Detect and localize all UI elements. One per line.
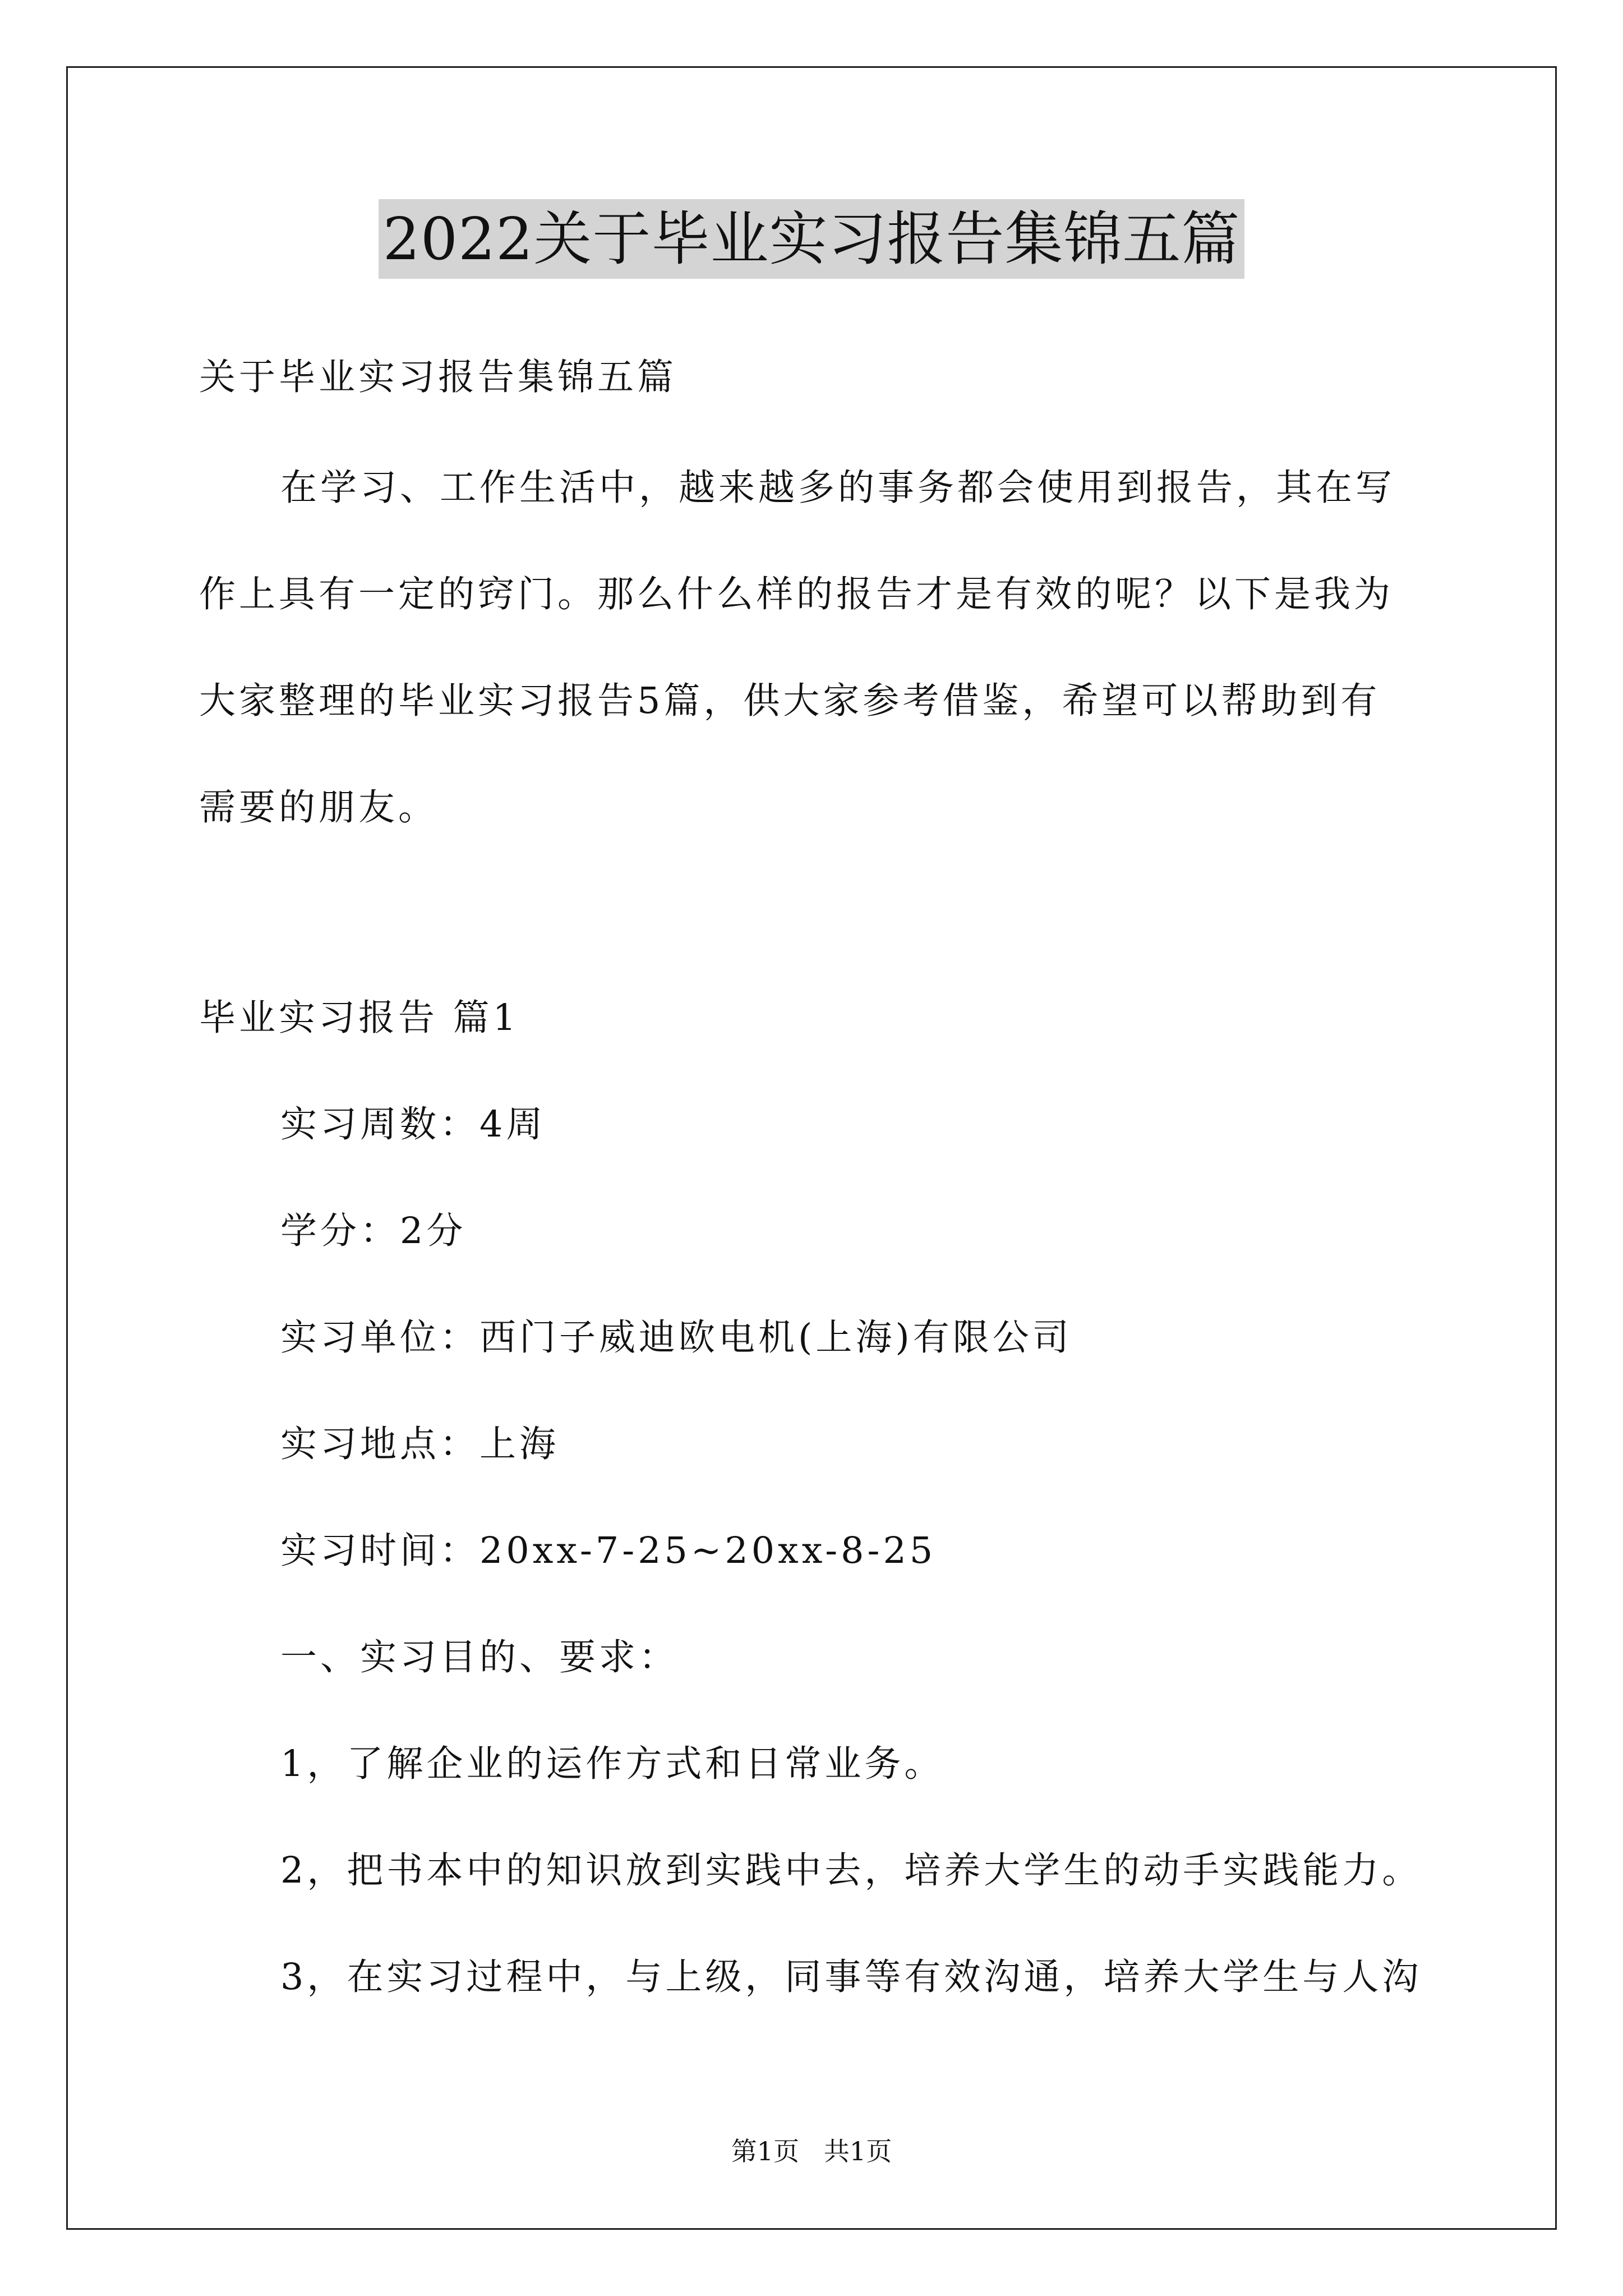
document-title: 2022关于毕业实习报告集锦五篇 bbox=[379, 199, 1245, 279]
detail-period: 实习时间：20xx-7-25~20xx-8-25 bbox=[280, 1530, 937, 1572]
page-footer: 第1页 共1页 bbox=[731, 2136, 892, 2166]
objective-item-2: 2，把书本中的知识放到实践中去，培养大学生的动手实践能力。 bbox=[280, 1849, 1422, 1892]
detail-location: 实习地点：上海 bbox=[280, 1423, 560, 1465]
section-heading: 毕业实习报告 篇1 bbox=[199, 997, 520, 1039]
intro-line-1: 在学习、工作生活中，越来越多的事务都会使用到报告，其在写 bbox=[280, 467, 1396, 509]
objective-item-3: 3，在实习过程中，与上级，同事等有效沟通，培养大学生与人沟 bbox=[280, 1956, 1422, 1998]
detail-weeks: 实习周数：4周 bbox=[280, 1103, 546, 1145]
objectives-heading: 一、实习目的、要求： bbox=[280, 1636, 679, 1678]
intro-line-2: 作上具有一定的窍门。那么什么样的报告才是有效的呢？以下是我为 bbox=[199, 573, 1394, 615]
detail-company: 实习单位：西门子威迪欧电机(上海)有限公司 bbox=[280, 1317, 1072, 1359]
detail-credits: 学分：2分 bbox=[280, 1210, 467, 1252]
objective-item-1: 1，了解企业的运作方式和日常业务。 bbox=[280, 1743, 944, 1785]
intro-line-4: 需要的朋友。 bbox=[199, 786, 439, 829]
title-container bbox=[0, 199, 1623, 279]
intro-line-3: 大家整理的毕业实习报告5篇，供大家参考借鉴，希望可以帮助到有 bbox=[199, 680, 1381, 722]
document-subtitle: 关于毕业实习报告集锦五篇 bbox=[199, 356, 677, 398]
